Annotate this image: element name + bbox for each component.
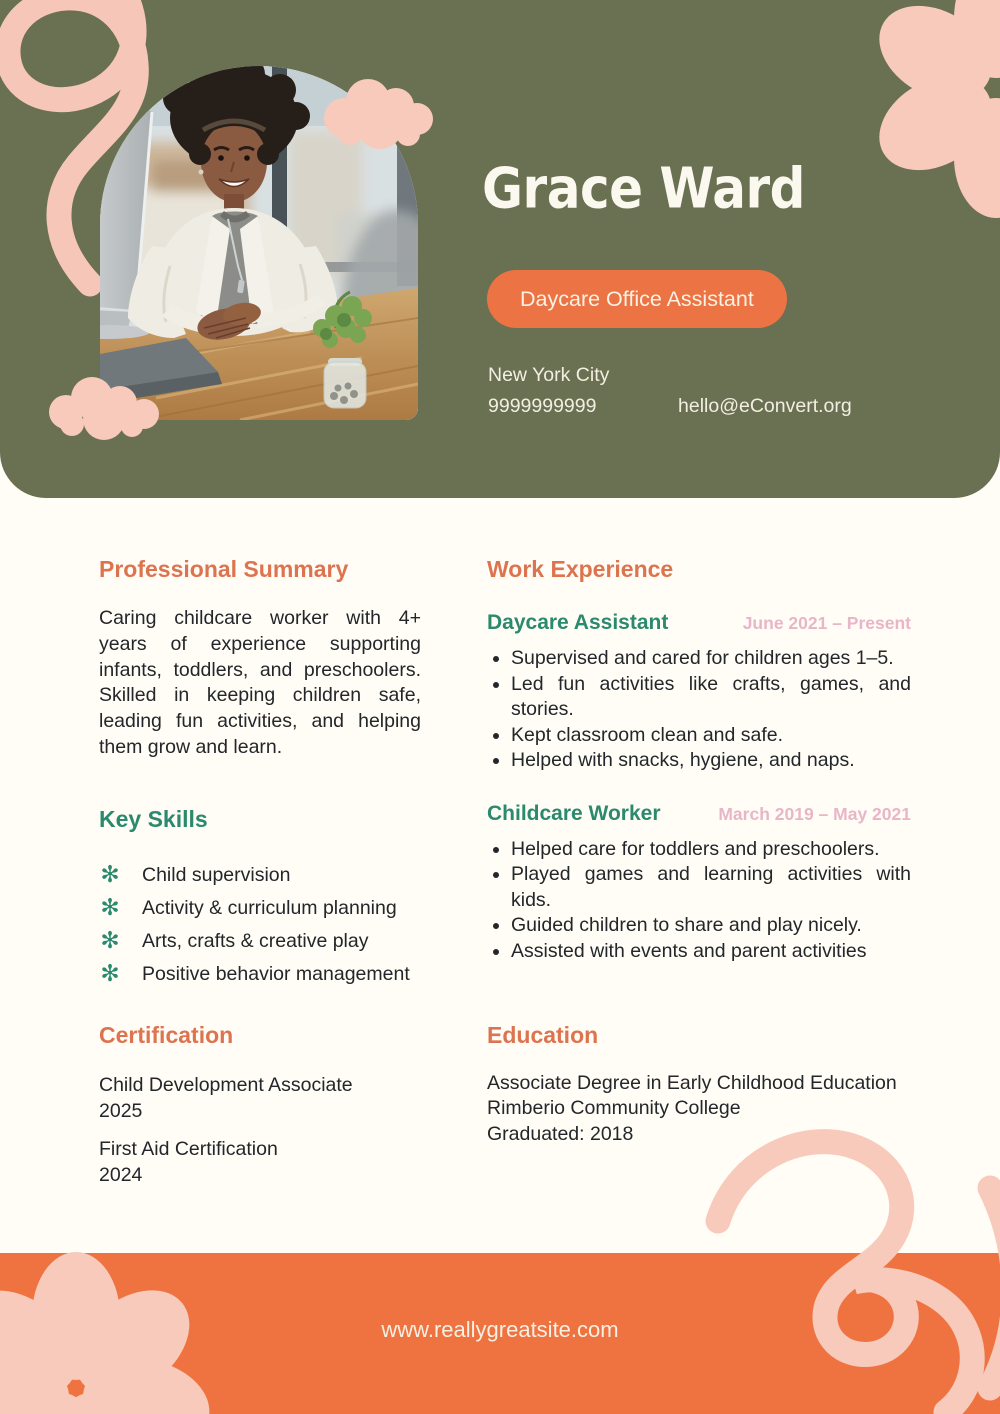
- job-bullet-list: [487, 837, 911, 965]
- certification-year: 2025: [99, 1100, 143, 1122]
- footer-website: www.reallygreatsite.com: [381, 1317, 619, 1342]
- job-dates: March 2019 – May 2021: [718, 803, 911, 824]
- job-title-badge: Daycare Office Assistant: [487, 270, 787, 328]
- skill-item: ✻ Child supervision: [100, 862, 291, 888]
- certification-year: 2024: [99, 1164, 143, 1186]
- contact-phone: 9999999999: [488, 395, 597, 417]
- certification-item: [99, 1072, 439, 1124]
- asterisk-bullet-icon: ✻: [100, 961, 120, 987]
- contact-email: hello@eConvert.org: [678, 395, 852, 417]
- professional-summary-section: [99, 556, 421, 761]
- asterisk-bullet-icon: ✻: [100, 928, 120, 954]
- education-school: Rimberio Community College: [487, 1097, 741, 1120]
- flower-top-right-icon: [856, 0, 1000, 228]
- contact-info: [488, 360, 852, 422]
- job-dates: June 2021 – Present: [742, 613, 911, 633]
- job-title: Daycare Assistant: [487, 611, 669, 634]
- certification-name: Child Development Associate: [99, 1074, 353, 1096]
- job-bullet: • Guided children to share and play nicely.: [511, 913, 911, 939]
- contact-location: New York City: [488, 364, 610, 386]
- professional-summary-heading: Professional Summary: [99, 556, 349, 582]
- asterisk-bullet-icon: ✻: [100, 862, 120, 888]
- professional-summary-text: Caring childcare worker with 4+ years of experience supporting infants, toddlers, and preschoolers. Skilled in keeping children safe, leading fun activities, and helping them grow and learn.: [99, 607, 421, 758]
- job-bullet-list: [487, 646, 911, 774]
- job-bullet: • Played games and learning activities with kids.: [511, 862, 911, 913]
- certification-heading: Certification: [99, 1022, 234, 1048]
- key-skills-heading: Key Skills: [99, 806, 208, 832]
- key-skills-section: [99, 806, 429, 991]
- education-heading: Education: [487, 1022, 599, 1048]
- job-bullet: • Kept classroom clean and safe.: [511, 723, 911, 749]
- job-bullet: • Led fun activities like crafts, games, and stories.: [511, 672, 911, 723]
- job-bullet: • Helped care for toddlers and preschoolers.: [511, 837, 911, 863]
- certification-section: [99, 1022, 439, 1188]
- education-section: [487, 1022, 947, 1147]
- job-bullet: • Supervised and cared for children ages 1–5.: [511, 646, 911, 672]
- skill-item: ✻ Positive behavior management: [100, 961, 410, 987]
- certification-item: [99, 1136, 439, 1188]
- job-entry: [487, 611, 911, 774]
- work-experience-heading: Work Experience: [487, 556, 674, 582]
- job-title: Childcare Worker: [487, 801, 661, 825]
- education-degree: Associate Degree in Early Childhood Education: [487, 1072, 897, 1094]
- portrait-photo: [100, 66, 418, 420]
- person-name: Grace Ward: [482, 156, 805, 221]
- education-graduation: Graduated: 2018: [487, 1122, 634, 1145]
- job-entry: [487, 802, 911, 965]
- job-bullet: • Assisted with events and parent activities: [511, 939, 911, 965]
- certification-name: First Aid Certification: [99, 1138, 278, 1160]
- work-experience-section: [487, 556, 911, 964]
- job-bullet: • Helped with snacks, hygiene, and naps.: [511, 748, 911, 774]
- hero-header: [0, 0, 1000, 498]
- asterisk-bullet-icon: ✻: [100, 895, 120, 921]
- skill-item: ✻ Activity & curriculum planning: [100, 895, 397, 921]
- skill-item: ✻ Arts, crafts & creative play: [100, 928, 369, 954]
